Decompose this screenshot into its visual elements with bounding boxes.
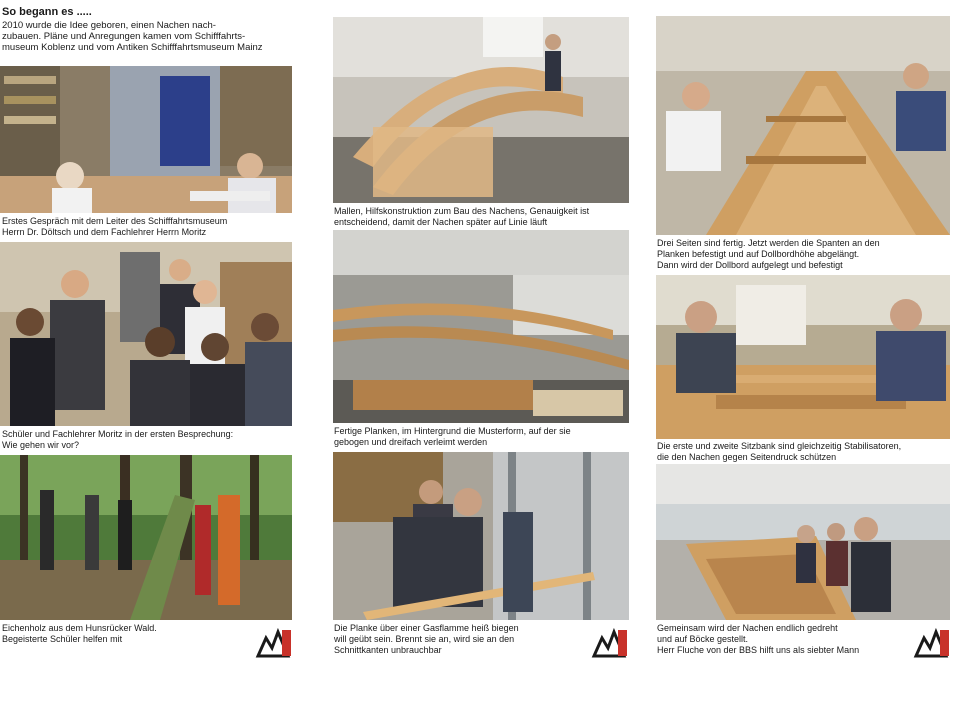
caption-bending: Die Planke über einer Gasflamme heiß biegen will geübt sein. Brennt sie an, wird sie an den Schnittkanten unbrauchbar: [334, 623, 519, 655]
school-logo-icon: [590, 626, 630, 658]
caption-planks: Fertige Planken, im Hintergrund die Musterform, auf der sie gebogen und dreifach verleimt werden: [334, 426, 571, 447]
school-logo-icon: [254, 626, 294, 658]
caption-students: Schüler und Fachlehrer Moritz in der ersten Besprechung: Wie gehen wir vor?: [2, 429, 234, 450]
photo-turning-boat: [656, 464, 950, 620]
photo-students-discussion: [0, 242, 292, 426]
caption-turning: Gemeinsam wird der Nachen endlich gedreht und auf Böcke gestellt. Herr Fluche von der BBS hilft uns als siebter Mann: [657, 623, 860, 655]
photo-mallen-frames: [333, 17, 629, 203]
school-logo-icon: [912, 626, 952, 658]
caption-meeting: Erstes Gespräch mit dem Leiter des Schifffahrtsmuseum Herrn Dr. Döltsch und dem Fachlehrer Herrn Moritz: [2, 216, 228, 237]
intro-title: So begann es .....: [2, 6, 92, 18]
photo-seat-benches: [656, 275, 950, 439]
photo-oak-forest: [0, 455, 292, 620]
caption-benches: Die erste und zweite Sitzbank sind gleichzeitig Stabilisatoren, die den Nachen gegen Seitendruck schützen: [657, 441, 902, 462]
caption-oak: Eichenholz aus dem Hunsrücker Wald. Begeisterte Schüler helfen mit: [2, 623, 157, 644]
photo-hull-three-sides: [656, 16, 950, 235]
intro-text: 2010 wurde die Idee geboren, einen Nachen nach- zubauen. Pläne und Anregungen kamen vom Schifffahrts- museum Koblenz und vom Antiken Schifffahrtsmuseum Mainz: [2, 20, 263, 53]
photo-meeting-museum: [0, 66, 292, 213]
caption-mallen: Mallen, Hilfskonstruktion zum Bau des Nachens, Genauigkeit ist entscheidend, damit der Nachen später auf Linie läuft: [334, 206, 590, 227]
caption-three-sides: Drei Seiten sind fertig. Jetzt werden die Spanten an den Planken befestigt und auf Dollbordhöhe abgelängt. Dann wird der Dollbord aufgelegt und befestigt: [657, 238, 880, 270]
photo-planks-workshop: [333, 230, 629, 423]
photo-bending-plank: [333, 452, 629, 620]
